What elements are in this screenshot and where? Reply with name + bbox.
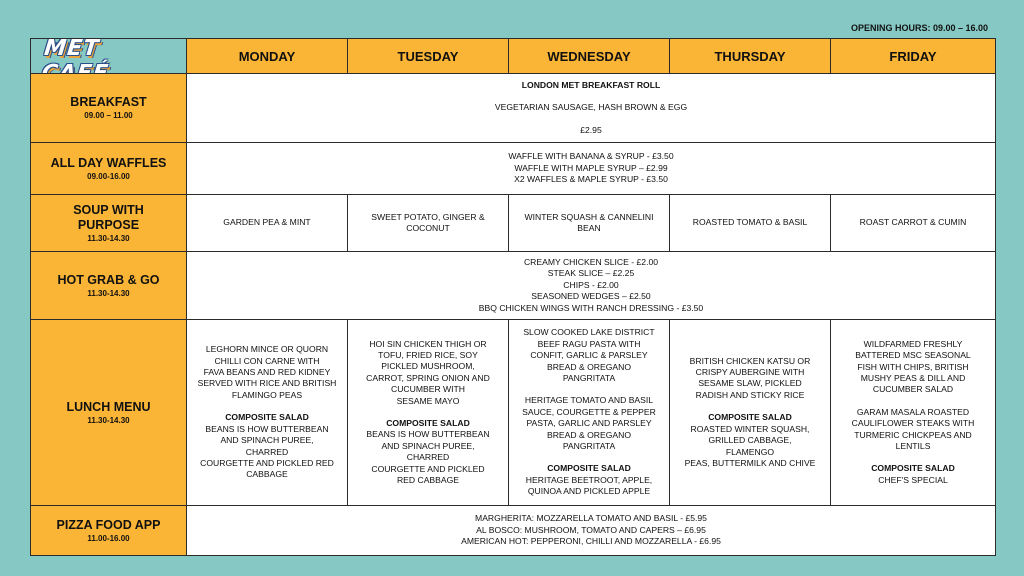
menu-line: BREAD & OREGANO	[546, 361, 632, 372]
menu-line: AND SPINACH PUREE,	[381, 440, 475, 451]
day-tuesday: TUESDAY	[348, 39, 509, 74]
breakfast-time: 09.00 – 11.00	[84, 111, 133, 120]
lunch-monday	[187, 320, 348, 506]
soup-friday: ROAST CARROT & CUMIN	[831, 195, 996, 252]
pizza-label	[31, 506, 187, 556]
menu-line: COURGETTE AND PICKLED	[371, 463, 485, 474]
menu-line: FISH WITH CHIPS, BRITISH	[857, 361, 969, 372]
menu-line: HERITAGE BEETROOT, APPLE,	[525, 474, 653, 485]
lunch-wednesday	[509, 320, 670, 506]
menu-line: BATTERED MSC SEASONAL	[855, 350, 971, 361]
lunch-row	[31, 320, 996, 506]
menu-line: RED CABBAGE	[396, 475, 460, 486]
menu-line: CUCUMBER SALAD	[872, 384, 954, 395]
grab-time: 11.30-14.30	[87, 288, 130, 298]
soup-label	[31, 195, 187, 252]
breakfast-label	[31, 74, 187, 143]
menu-line: PEAS, BUTTERMILK AND CHIVE	[684, 457, 816, 468]
menu-line: TURMERIC CHICKPEAS AND	[854, 429, 972, 440]
menu-line: CHARRED	[245, 446, 289, 457]
menu-line: BEEF RAGU PASTA WITH	[537, 338, 641, 349]
salad-heading: COMPOSITE SALAD	[708, 412, 792, 423]
grab-title: HOT GRAB & GO	[57, 272, 160, 287]
menu-line: RADISH AND STICKY RICE	[695, 389, 805, 400]
breakfast-title: BREAKFAST	[70, 95, 147, 109]
grab-row	[31, 252, 996, 320]
menu-line: CRISPY AUBERGINE WITH	[695, 367, 805, 378]
menu-line: PANGRITATA	[562, 372, 616, 383]
menu-line: GARAM MASALA ROASTED	[856, 406, 970, 417]
breakfast-item-price: £2.95	[580, 124, 602, 135]
grab-cell	[187, 252, 996, 320]
pizza-title: PIZZA FOOD APP	[56, 517, 161, 532]
lunch-friday	[831, 320, 996, 506]
salad-heading: COMPOSITE SALAD	[225, 412, 309, 423]
menu-line: BEANS IS HOW BUTTERBEAN	[366, 429, 490, 440]
pizza-row	[31, 506, 996, 556]
day-header-row	[31, 39, 996, 74]
menu-line: WILDFARMED FRESHLY	[863, 338, 963, 349]
list-item: CHIPS - £2.00	[563, 279, 619, 290]
menu-line: COURGETTE AND PICKLED RED	[200, 457, 334, 468]
soup-time: 11.30-14.30	[87, 233, 130, 243]
lunch-thursday	[670, 320, 831, 506]
menu-line: CHEF'S SPECIAL	[878, 474, 948, 485]
menu-line: SERVED WITH RICE AND BRITISH	[197, 378, 337, 389]
opening-hours: OPENING HOURS: 09.00 – 16.00	[850, 23, 988, 33]
breakfast-cell	[187, 74, 996, 143]
header-corner	[31, 39, 187, 74]
menu-line: CUCUMBER WITH	[391, 384, 465, 395]
soup-monday: GARDEN PEA & MINT	[187, 195, 348, 252]
menu-line: CHILLI CON CARNE WITH	[214, 355, 320, 366]
list-item: AMERICAN HOT: PEPPERONI, CHILLI AND MOZZARELLA - £6.95	[461, 536, 721, 547]
menu-line: LEGHORN MINCE OR QUORN	[205, 344, 329, 355]
list-item: MARGHERITA: MOZZARELLA TOMATO AND BASIL - £5.95	[475, 513, 707, 524]
lunch-label	[31, 320, 187, 506]
day-wednesday: WEDNESDAY	[509, 39, 670, 74]
waffles-row	[31, 143, 996, 195]
salad-heading: COMPOSITE SALAD	[871, 463, 955, 474]
lunch-title: LUNCH MENU	[66, 399, 151, 414]
menu-line: CAULIFLOWER STEAKS WITH	[851, 418, 975, 429]
list-item: SEASONED WEDGES – £2.50	[531, 291, 651, 302]
waffles-label	[31, 143, 187, 195]
list-item: WAFFLE WITH MAPLE SYRUP – £2.99	[514, 162, 668, 173]
menu-line: CABBAGE	[246, 469, 288, 480]
menu-line: MUSHY PEAS & DILL AND	[860, 372, 966, 383]
menu-line: HOI SIN CHICKEN THIGH OR	[369, 338, 487, 349]
day-friday: FRIDAY	[831, 39, 996, 74]
list-item: STEAK SLICE – £2.25	[547, 268, 635, 279]
soup-thursday: ROASTED TOMATO & BASIL	[670, 195, 831, 252]
menu-line: GRILLED CABBAGE,	[708, 435, 792, 446]
menu-line: BREAD & OREGANO	[546, 429, 632, 440]
menu-line: ROASTED WINTER SQUASH,	[690, 423, 810, 434]
menu-line: FLAMINGO PEAS	[231, 389, 303, 400]
pizza-cell	[187, 506, 996, 556]
lunch-tuesday	[348, 320, 509, 506]
waffles-time: 09.00-16.00	[87, 171, 130, 181]
menu-line: FLAMENGO	[725, 446, 775, 457]
waffles-cell	[187, 143, 996, 195]
menu-line: SESAME SLAW, PICKLED	[698, 378, 802, 389]
menu-line: FAVA BEANS AND RED KIDNEY	[203, 367, 331, 378]
menu-line: QUINOA AND PICKLED APPLE	[527, 486, 651, 497]
breakfast-row	[31, 74, 996, 143]
list-item: BBQ CHICKEN WINGS WITH RANCH DRESSING - £3.50	[478, 302, 704, 313]
day-thursday: THURSDAY	[670, 39, 831, 74]
menu-line: CONFIT, GARLIC & PARSLEY	[530, 350, 648, 361]
list-item: CREAMY CHICKEN SLICE - £2.00	[523, 256, 659, 267]
list-item: WAFFLE WITH BANANA & SYRUP - £3.50	[508, 151, 674, 162]
waffles-title: ALL DAY WAFFLES	[50, 155, 167, 170]
menu-line: PICKLED MUSHROOM,	[381, 361, 475, 372]
menu-line: HERITAGE TOMATO AND BASIL	[524, 395, 654, 406]
salad-heading: COMPOSITE SALAD	[386, 418, 470, 428]
breakfast-item-title: LONDON MET BREAKFAST ROLL	[521, 79, 661, 90]
pizza-time: 11.00-16.00	[87, 533, 130, 543]
soup-title-line1: SOUP WITH	[73, 202, 144, 217]
menu-line: LENTILS	[895, 441, 931, 452]
menu-line: CARROT, SPRING ONION AND	[366, 372, 490, 383]
menu-line: BEANS IS HOW BUTTERBEAN	[205, 423, 329, 434]
soup-row	[31, 195, 996, 252]
list-item: AL BOSCO: MUSHROOM, TOMATO AND CAPERS – £6.95	[476, 524, 706, 535]
grab-label	[31, 252, 187, 320]
menu-line: SAUCE, COURGETTE & PEPPER	[522, 406, 656, 417]
breakfast-item-description: VEGETARIAN SAUSAGE, HASH BROWN & EGG	[494, 102, 688, 113]
menu-line: SLOW COOKED LAKE DISTRICT	[523, 327, 655, 338]
menu-line: BRITISH CHICKEN KATSU OR	[689, 355, 811, 366]
soup-title-line2: PURPOSE	[77, 217, 140, 232]
menu-line: CHARRED	[406, 452, 450, 463]
menu-line: PASTA, GARLIC AND PARSLEY	[526, 418, 652, 429]
menu-line: TOFU, FRIED RICE, SOY	[378, 349, 478, 360]
weekly-menu-table	[30, 38, 996, 556]
salad-heading: COMPOSITE SALAD	[547, 463, 631, 474]
list-item: X2 WAFFLES & MAPLE SYRUP - £3.50	[514, 174, 668, 185]
soup-tuesday: SWEET POTATO, GINGER & COCONUT	[348, 195, 509, 252]
soup-wednesday: WINTER SQUASH & CANNELINI BEAN	[509, 195, 670, 252]
lunch-time: 11.30-14.30	[87, 415, 130, 425]
menu-line: SESAME MAYO	[396, 395, 460, 406]
menu-line: AND SPINACH PUREE,	[220, 435, 314, 446]
met-cafe-logo: MET	[42, 36, 101, 61]
day-monday: MONDAY	[187, 39, 348, 74]
menu-line: PANGRITATA	[562, 441, 616, 452]
